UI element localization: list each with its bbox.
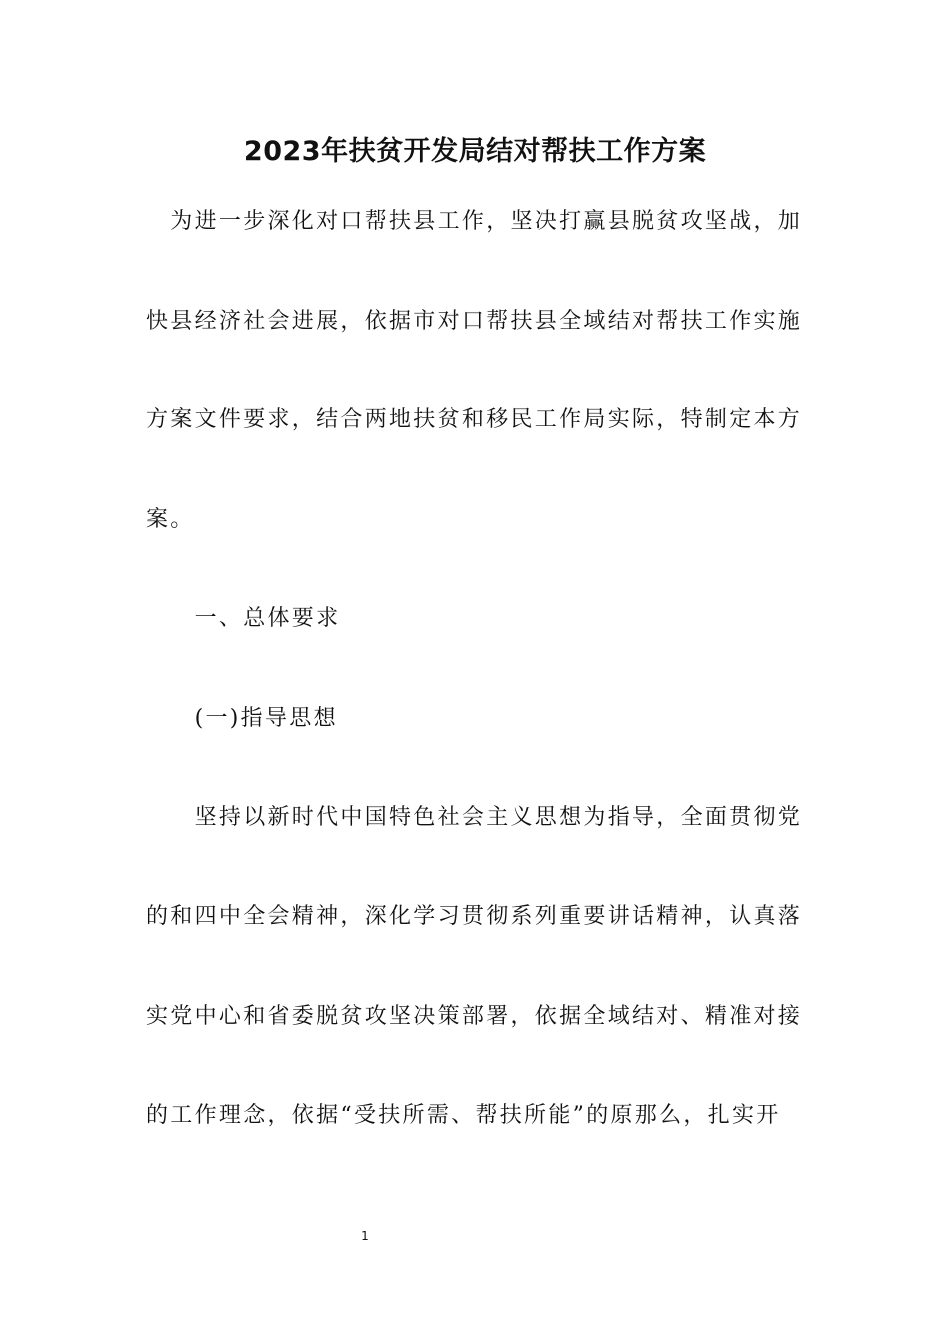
body-line: 的工作理念，依据“受扶所需、帮扶所能”的原那么，扎实开 <box>146 1103 781 1128</box>
body-line: 案。 <box>146 507 195 532</box>
body-line: 为进一步深化对口帮扶县工作，坚决打赢县脱贫攻坚战，加 <box>146 209 803 234</box>
body-line: 坚持以新时代中国特色社会主义思想为指导，全面贯彻党 <box>146 805 803 830</box>
page-number: 1 <box>361 1229 369 1243</box>
document-title: 2023年扶贫开发局结对帮扶工作方案 <box>243 136 707 167</box>
section-heading: 一、总体要求 <box>146 606 341 631</box>
subsection-heading: (一)指导思想 <box>146 706 338 731</box>
body-line: 快县经济社会进展，依据市对口帮扶县全域结对帮扶工作实施 <box>146 309 803 334</box>
body-line: 方案文件要求，结合两地扶贫和移民工作局实际，特制定本方 <box>146 407 803 432</box>
body-line: 的和四中全会精神，深化学习贯彻系列重要讲话精神，认真落 <box>146 904 803 929</box>
body-line: 实党中心和省委脱贫攻坚决策部署，依据全域结对、精准对接 <box>146 1004 803 1029</box>
